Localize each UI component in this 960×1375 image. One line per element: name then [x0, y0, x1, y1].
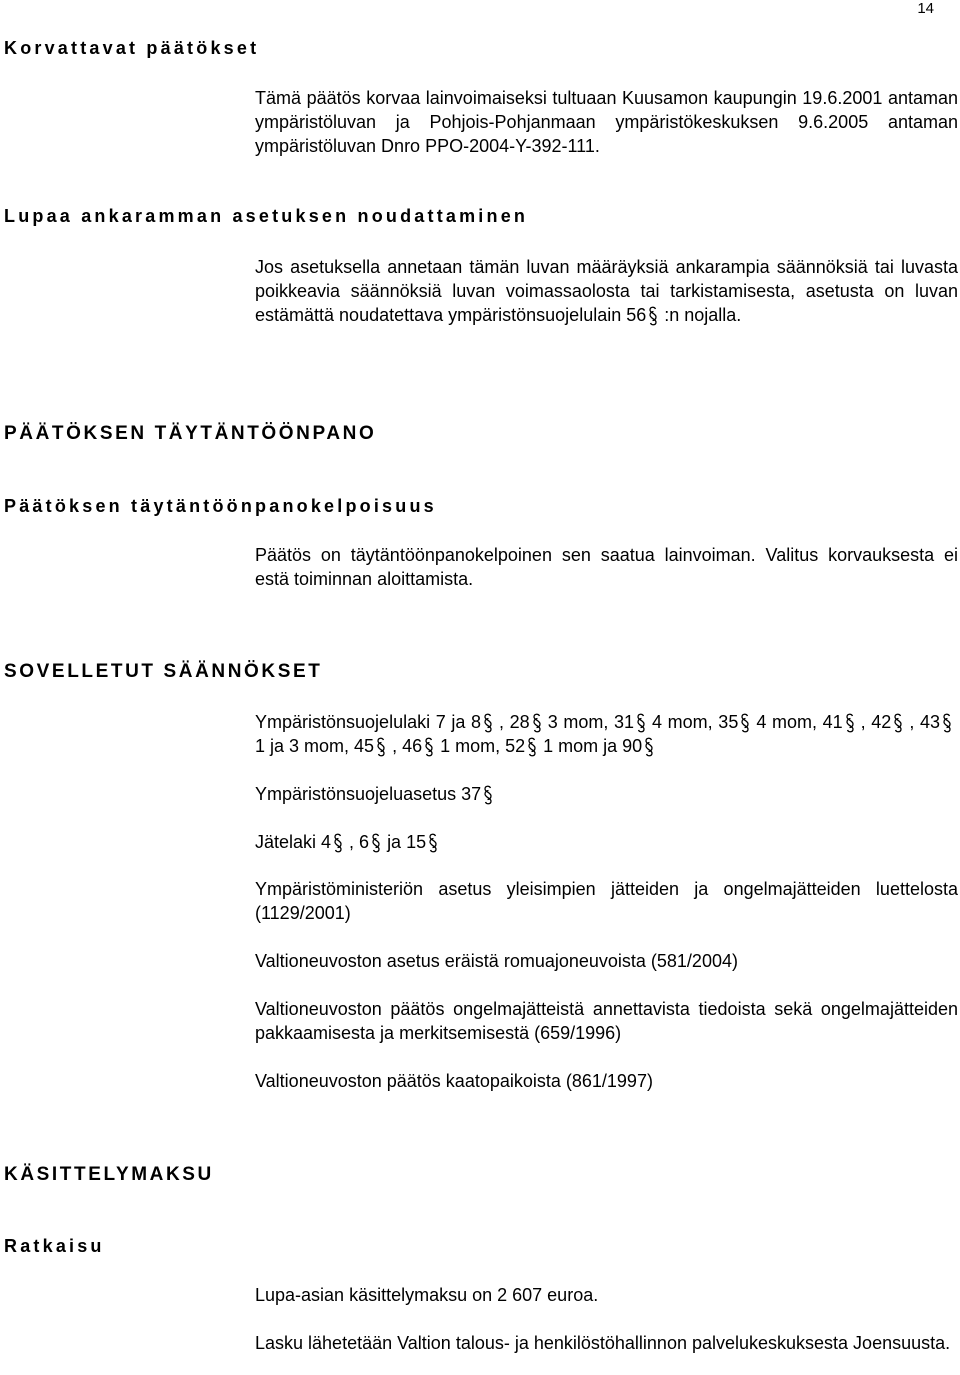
jatelaki-text: Jätelaki 4 , 6 ja 15 — [255, 830, 958, 854]
section-sign-icon — [845, 712, 855, 734]
taytantoonpano-text: Päätös on täytäntöönpanokelpoinen sen saatua lainvoiman. Valitus korvauksesta ei estä toiminnan aloittamista. — [255, 545, 958, 589]
section-sign-icon — [893, 712, 903, 734]
section-sign-icon — [644, 736, 654, 758]
page-number: 14 — [917, 0, 934, 17]
kasittelymaksu-heading: KÄSITTELYMAKSU — [4, 1164, 214, 1185]
section-sign-icon — [527, 736, 537, 758]
vn-kaato-text: Valtioneuvoston päätös kaatopaikoista (861/1997) — [255, 1071, 653, 1091]
section-sign-icon — [424, 736, 434, 758]
sovelletut-heading: SOVELLETUT SÄÄNNÖKSET — [4, 661, 323, 682]
section-sign-icon — [636, 712, 646, 734]
lasku-text: Lasku lähetetään Valtion talous- ja henkilöstöhallinnon palvelukeskuksesta Joensuusta. — [255, 1333, 951, 1353]
taytantoonpano-heading: PÄÄTÖKSEN TÄYTÄNTÖÖNPANO — [4, 423, 377, 444]
korvattavat-heading: Korvattavat päätökset — [4, 38, 260, 58]
section-sign-icon — [333, 832, 343, 854]
taytantoonpano-subheading: Päätöksen täytäntöönpanokelpoisuus — [4, 496, 437, 516]
section-sign-icon — [376, 736, 386, 758]
section-sign-icon — [740, 712, 750, 734]
section-sign-icon — [428, 832, 438, 854]
korvattavat-text: Tämä päätös korvaa lainvoimaiseksi tultuaan Kuusamon kaupungin 19.6.2001 antaman ympäristöluvan ja Pohjois-Pohjanmaan ympäristökeskuksen 9.6.2005 antaman ympäristöluvan Dnro PPO-2004-Y-392-111. — [255, 88, 958, 156]
section-sign-icon — [648, 305, 658, 327]
section-sign-icon — [483, 712, 493, 734]
ysl-text: Ympäristönsuojelulaki 7 ja 8 , 28 3 mom, 31 4 mom, 35 4 mom, 41 , 42 , 43 1 ja 3 mom, 45 , 46 1 mom, 52 1 mom ja 90 — [255, 710, 958, 758]
kasittelymaksu-text: Lupa-asian käsittelymaksu on 2 607 euroa. — [255, 1285, 599, 1305]
section-sign-icon — [483, 784, 493, 806]
ysa-text: Ympäristönsuojeluasetus 37 — [255, 782, 958, 806]
section-sign-icon — [532, 712, 542, 734]
section-sign-icon — [942, 712, 952, 734]
section-sign-icon — [371, 832, 381, 854]
vn-ongelma-text: Valtioneuvoston päätös ongelmajätteistä annettavista tiedoista sekä ongelmajätteiden pakkaamisesta ja merkitsemisestä (659/1996) — [255, 999, 958, 1043]
lupaa-text: Jos asetuksella annetaan tämän luvan määräyksiä ankarampia säännöksiä tai luvasta poikkeavia säännöksiä luvan voimassaolosta tai tarkistamisesta, asetusta on luvan estämättä noudatettava ympäristönsuojelulain 56 :n nojalla. — [255, 257, 958, 325]
ym-asetus-text: Ympäristöministeriön asetus yleisimpien jätteiden ja ongelmajätteiden luettelosta (1129/2001) — [255, 879, 958, 923]
ratkaisu-subheading: Ratkaisu — [4, 1236, 105, 1256]
lupaa-heading: Lupaa ankaramman asetuksen noudattaminen — [4, 206, 529, 226]
vn-romu-text: Valtioneuvoston asetus eräistä romuajoneuvoista (581/2004) — [255, 951, 738, 971]
